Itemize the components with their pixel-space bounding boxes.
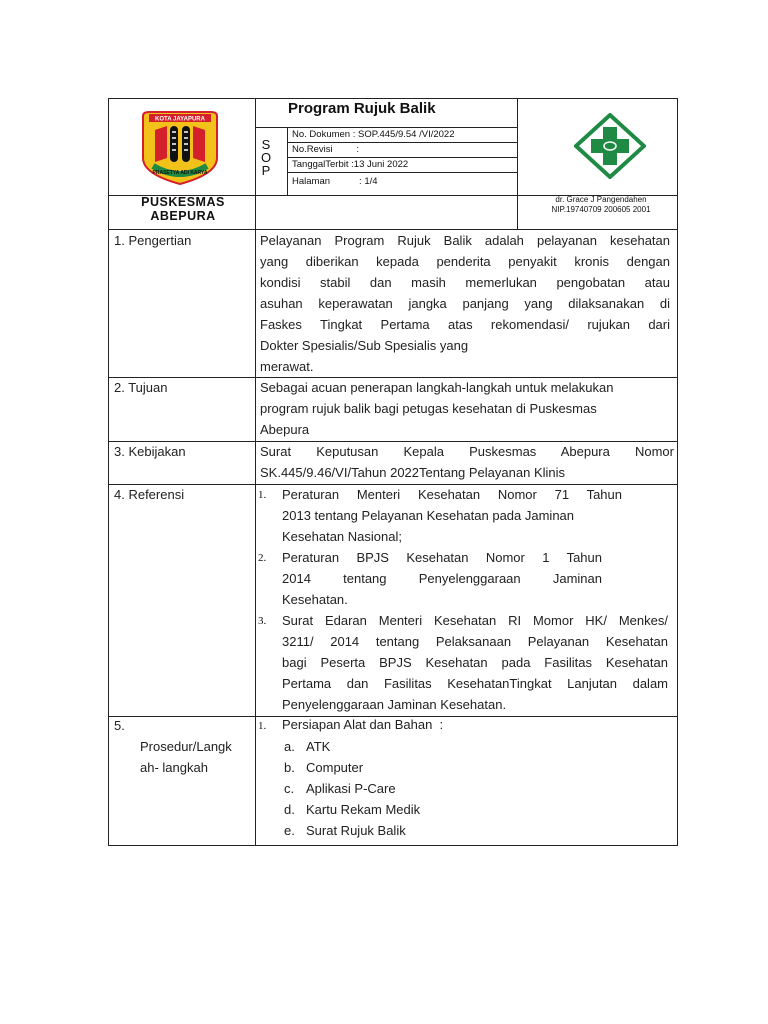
- sop-divider: [287, 127, 288, 195]
- text-kebijakan: [260, 441, 674, 483]
- pengertian-line: Faskes Tingkat Pertama atas rekomendasi/ rujukan dari: [260, 317, 670, 332]
- meta-no-dokumen: No. Dokumen : SOP.445/9.54 /VI/2022: [292, 129, 455, 140]
- bahan-item: Surat Rujuk Balik: [306, 823, 406, 838]
- referensi-line: Kesehatan Nasional;: [282, 529, 402, 544]
- meta-tanggal-terbit: TanggalTerbit :13 Juni 2022: [292, 159, 409, 170]
- referensi-line: 2014 tentang Penyelenggaraan Jaminan: [282, 571, 602, 586]
- label-kebijakan: 3. Kebijakan: [114, 444, 186, 459]
- label-prosedur-line1: Prosedur/Langk: [140, 739, 232, 754]
- puskesmas-name-line2: ABEPURA: [150, 209, 216, 223]
- sop-letter-p: P: [261, 163, 271, 178]
- referensi-line: Penyelenggaraan Jaminan Kesehatan.: [282, 697, 507, 712]
- bahan-item: Computer: [306, 760, 364, 775]
- meta-line-1: [287, 142, 518, 143]
- bahan-letter: c.: [284, 781, 295, 796]
- kebijakan-line: SK.445/9.46/VI/Tahun 2022Tentang Pelayanan Klinis: [260, 465, 566, 480]
- label-pengertian: 1. Pengertian: [114, 233, 192, 248]
- puskesmas-name-line1: PUSKESMAS: [141, 195, 225, 209]
- sop-letter-o: O: [260, 150, 272, 165]
- referensi-line: Peraturan Menteri Kesehatan Nomor 71 Tahun: [282, 487, 622, 502]
- sop-letter-s: S: [261, 137, 271, 152]
- pengertian-line: Pelayanan Program Rujuk Balik adalah pelayanan kesehatan: [260, 233, 670, 248]
- referensi-number: 3.: [258, 615, 267, 627]
- tujuan-line: Sebagai acuan penerapan langkah-langkah untuk melakukan: [260, 380, 614, 395]
- tujuan-line: Abepura: [260, 422, 310, 437]
- pengertian-line: yang diberikan kepada penderita penyakit kronis dengan: [260, 254, 670, 269]
- text-tujuan: [260, 377, 670, 440]
- referensi-line: 3211/ 2014 tentang Pelaksanaan Pelayanan Kesehatan: [282, 634, 668, 649]
- label-tujuan: 2. Tujuan: [114, 380, 168, 395]
- referensi-number: 1.: [258, 489, 267, 501]
- bahan-letter: a.: [284, 739, 295, 754]
- referensi-line: Pertama dan Fasilitas KesehatanTingkat Lanjutan dalam: [282, 676, 668, 691]
- referensi-line: Peraturan BPJS Kesehatan Nomor 1 Tahun: [282, 550, 602, 565]
- title-underline: [255, 127, 518, 128]
- pengertian-line: asuhan keperawatan jangka panjang yang dilaksanakan di: [260, 296, 670, 311]
- bahan-item: Aplikasi P-Care: [306, 781, 396, 796]
- document-title: Program Rujuk Balik: [288, 100, 436, 117]
- puskesmas-logo: [574, 113, 646, 179]
- referensi-number: 2.: [258, 552, 267, 564]
- meta-no-revisi: No.Revisi :: [292, 144, 360, 155]
- meta-halaman: Halaman : 1/4: [292, 176, 378, 187]
- referensi-line: bagi Peserta BPJS Kesehatan pada Fasilitas Kesehatan: [282, 655, 668, 670]
- tujuan-line: program rujuk balik bagi petugas kesehatan di Puskesmas: [260, 401, 597, 416]
- text-pengertian: [260, 230, 670, 377]
- header-divider-right: [517, 98, 518, 230]
- label-prosedur-line2: ah- langkah: [140, 760, 208, 775]
- logo-top-text: KOTA JAYAPURA: [155, 116, 205, 123]
- bahan-item: ATK: [306, 739, 331, 754]
- pengertian-line: Dokter Spesialis/Sub Spesialis yang: [260, 338, 469, 353]
- referensi-line: 2013 tentang Pelayanan Kesehatan pada Jaminan: [282, 508, 575, 523]
- referensi-item-1: [282, 484, 622, 547]
- meta-line-2: [287, 157, 518, 158]
- pengertian-line: merawat.: [260, 359, 314, 374]
- bahan-letter: d.: [284, 802, 295, 817]
- kota-jayapura-logo: [137, 108, 223, 186]
- bahan-letter: e.: [284, 823, 295, 838]
- signatory: [528, 195, 674, 214]
- referensi-item-2: [282, 547, 602, 610]
- bahan-item: Kartu Rekam Medik: [306, 802, 421, 817]
- column-divider: [255, 230, 256, 846]
- puskesmas-name: [110, 195, 256, 223]
- label-prosedur-number: 5.: [114, 718, 125, 733]
- prosedur-step-number: 1.: [258, 720, 267, 732]
- pengertian-line: kondisi stabil dan masih memerlukan pengobatan atau: [260, 275, 670, 290]
- label-referensi: 4. Referensi: [114, 487, 185, 502]
- referensi-line: Surat Edaran Menteri Kesehatan RI Momor HK/ Menkes/: [282, 613, 668, 628]
- referensi-line: Kesehatan.: [282, 592, 348, 607]
- meta-line-3: [287, 172, 518, 173]
- signatory-name: dr. Grace J Pangendahen: [555, 195, 647, 204]
- referensi-item-3: [282, 610, 668, 715]
- signatory-nip: NIP.19740709 200605 2001: [551, 204, 651, 214]
- sop-label: [259, 138, 273, 177]
- bahan-letter: b.: [284, 760, 295, 775]
- prosedur-step-title: Persiapan Alat dan Bahan :: [282, 717, 444, 732]
- logo-motto-text: PRASETYA ADI KARYA: [152, 170, 208, 176]
- kebijakan-line: Surat Keputusan Kepala Puskesmas Abepura Nomor: [260, 444, 674, 459]
